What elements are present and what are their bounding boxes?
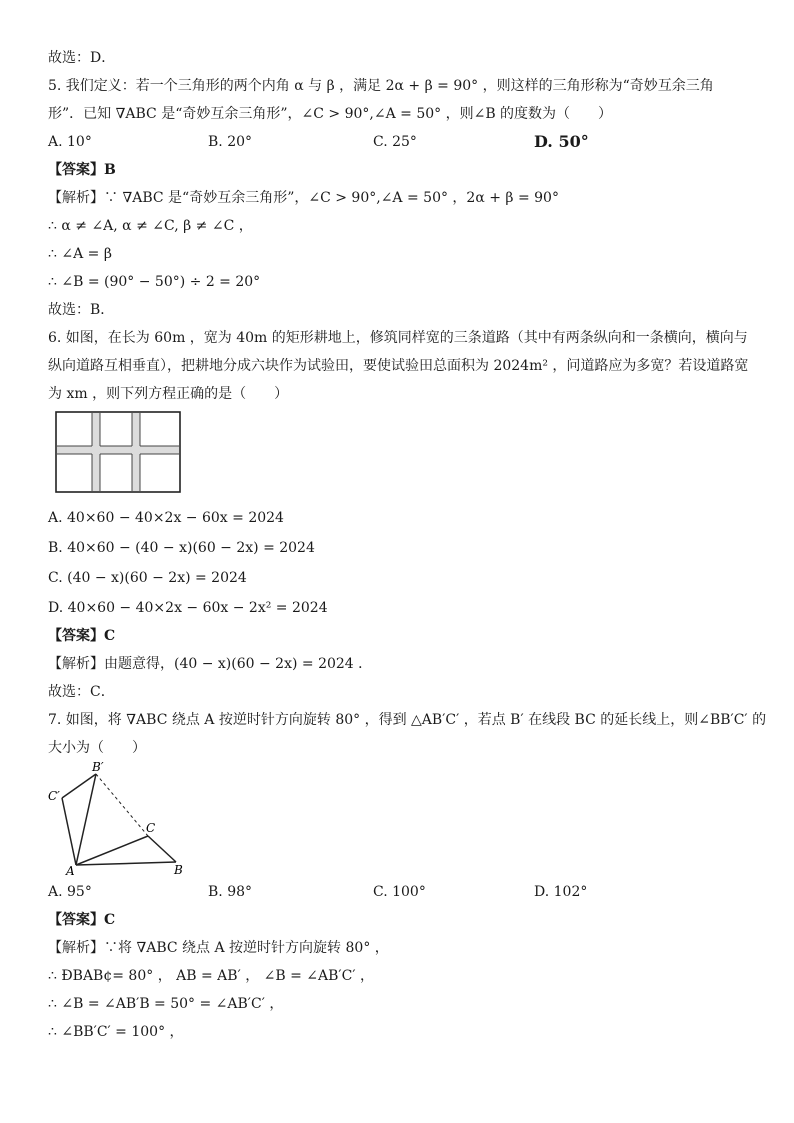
label-b-prime: B′ [92, 762, 104, 774]
label-c-prime: C′ [48, 789, 60, 803]
q6-answer: 【答案】C [48, 628, 116, 644]
q5-analysis-1: 【解析】∵ ∇ABC 是“奇妙互余三角形”，∠C > 90°,∠A = 50° ，2α + β = 90° [48, 190, 559, 206]
q7-rotation-figure [48, 762, 748, 878]
q6-analysis: 【解析】由题意得，(40 − x)(60 − 2x) = 2024 ． [48, 656, 373, 672]
question-5 [48, 72, 748, 324]
horizontal-road [57, 446, 179, 454]
q7-analysis-4: ∴ ∠BB′C′ = 100° ， [48, 1024, 184, 1040]
previous-answer-choice: 故选：D． [48, 50, 116, 66]
q6-option-d: D. 40×60 − 40×2x − 60x − 2x² = 2024 [48, 600, 328, 616]
q6-option-c: C. (40 − x)(60 − 2x) = 2024 [48, 570, 247, 586]
vertical-road-left [92, 413, 100, 491]
q6-conclusion: 故选：C． [48, 684, 115, 700]
q7-option-c: C. 100° [373, 884, 426, 900]
rotated-triangle-diagram [48, 762, 208, 878]
rectangle-field-diagram [54, 410, 194, 500]
q5-analysis-3: ∴ ∠A = β [48, 246, 112, 262]
q5-stem-line-2: 形”．已知 ∇ABC 是“奇妙互余三角形”，∠C > 90°,∠A = 50° ，则∠B 的度数为（ ） [48, 106, 613, 122]
q5-option-b: B. 20° [208, 134, 253, 150]
q5-stem-line-1: 5. 我们定义：若一个三角形的两个内角 α 与 β ，满足 2α + β = 90° ，则这样的三角形称为“奇妙互余三角 [48, 78, 714, 94]
q7-stem-line-1: 7. 如图，将 ∇ABC 绕点 A 按逆时针方向旋转 80° ，得到 △AB′C′ ，若点 B′ 在线段 BC 的延长线上，则∠BB′C′ 的 [48, 712, 767, 728]
q7-analysis-3: ∴ ∠B = ∠AB′B = 50° = ∠AB′C′ ， [48, 996, 284, 1012]
q6-stem-line-2: 纵向道路互相垂直），把耕地分成六块作为试验田，要使试验田总面积为 2024m² ，问道路应为多宽？若设道路宽 [48, 358, 749, 374]
q7-option-b: B. 98° [208, 884, 253, 900]
q6-option-b: B. 40×60 − (40 − x)(60 − 2x) = 2024 [48, 540, 315, 556]
dashed-extension-line [96, 774, 148, 836]
document-page [48, 44, 767, 1046]
label-a: A [66, 864, 75, 878]
segment-cb [148, 836, 176, 862]
q5-option-a: A. 10° [48, 134, 92, 150]
question-6 [48, 324, 748, 706]
vertical-road-right [132, 413, 140, 491]
q5-analysis-2: ∴ α ≠ ∠A, α ≠ ∠C, β ≠ ∠C ， [48, 218, 253, 234]
q7-option-a: A. 95° [48, 884, 92, 900]
q5-options [48, 128, 748, 156]
q7-analysis-2: ∴ ÐBAB¢= 80° ， AB = AB′ ， ∠B = ∠AB′C′ ， [48, 968, 374, 984]
q5-conclusion: 故选：B． [48, 302, 115, 318]
q7-analysis-1: 【解析】∵将 ∇ABC 绕点 A 按逆时针方向旋转 80° ， [48, 940, 389, 956]
q7-options [48, 878, 748, 906]
segment-ab-prime [76, 774, 96, 865]
q6-stem-line-1: 6. 如图，在长为 60m ，宽为 40m 的矩形耕地上，修筑同样宽的三条道路（其中有两条纵向和一条横向，横向与 [48, 330, 748, 346]
label-b: B [174, 863, 183, 877]
q6-field-figure [48, 408, 748, 504]
q6-stem-line-3: 为 xm ，则下列方程正确的是（ ） [48, 386, 289, 402]
question-7 [48, 706, 767, 1046]
q7-stem-line-2: 大小为（ ） [48, 740, 146, 756]
q5-analysis-4: ∴ ∠B = (90° − 50°) ÷ 2 = 20° [48, 274, 261, 290]
q7-answer: 【答案】C [48, 912, 116, 928]
segment-ac [76, 836, 148, 865]
segment-ac-prime [62, 798, 76, 865]
q5-answer: 【答案】B [48, 162, 116, 178]
label-c: C [146, 821, 156, 835]
q5-option-d: D. 50° [534, 132, 589, 151]
segment-ab [76, 862, 176, 865]
q6-option-a: A. 40×60 − 40×2x − 60x = 2024 [48, 510, 284, 526]
q7-option-d: D. 102° [534, 884, 588, 900]
q5-option-c: C. 25° [373, 134, 417, 150]
